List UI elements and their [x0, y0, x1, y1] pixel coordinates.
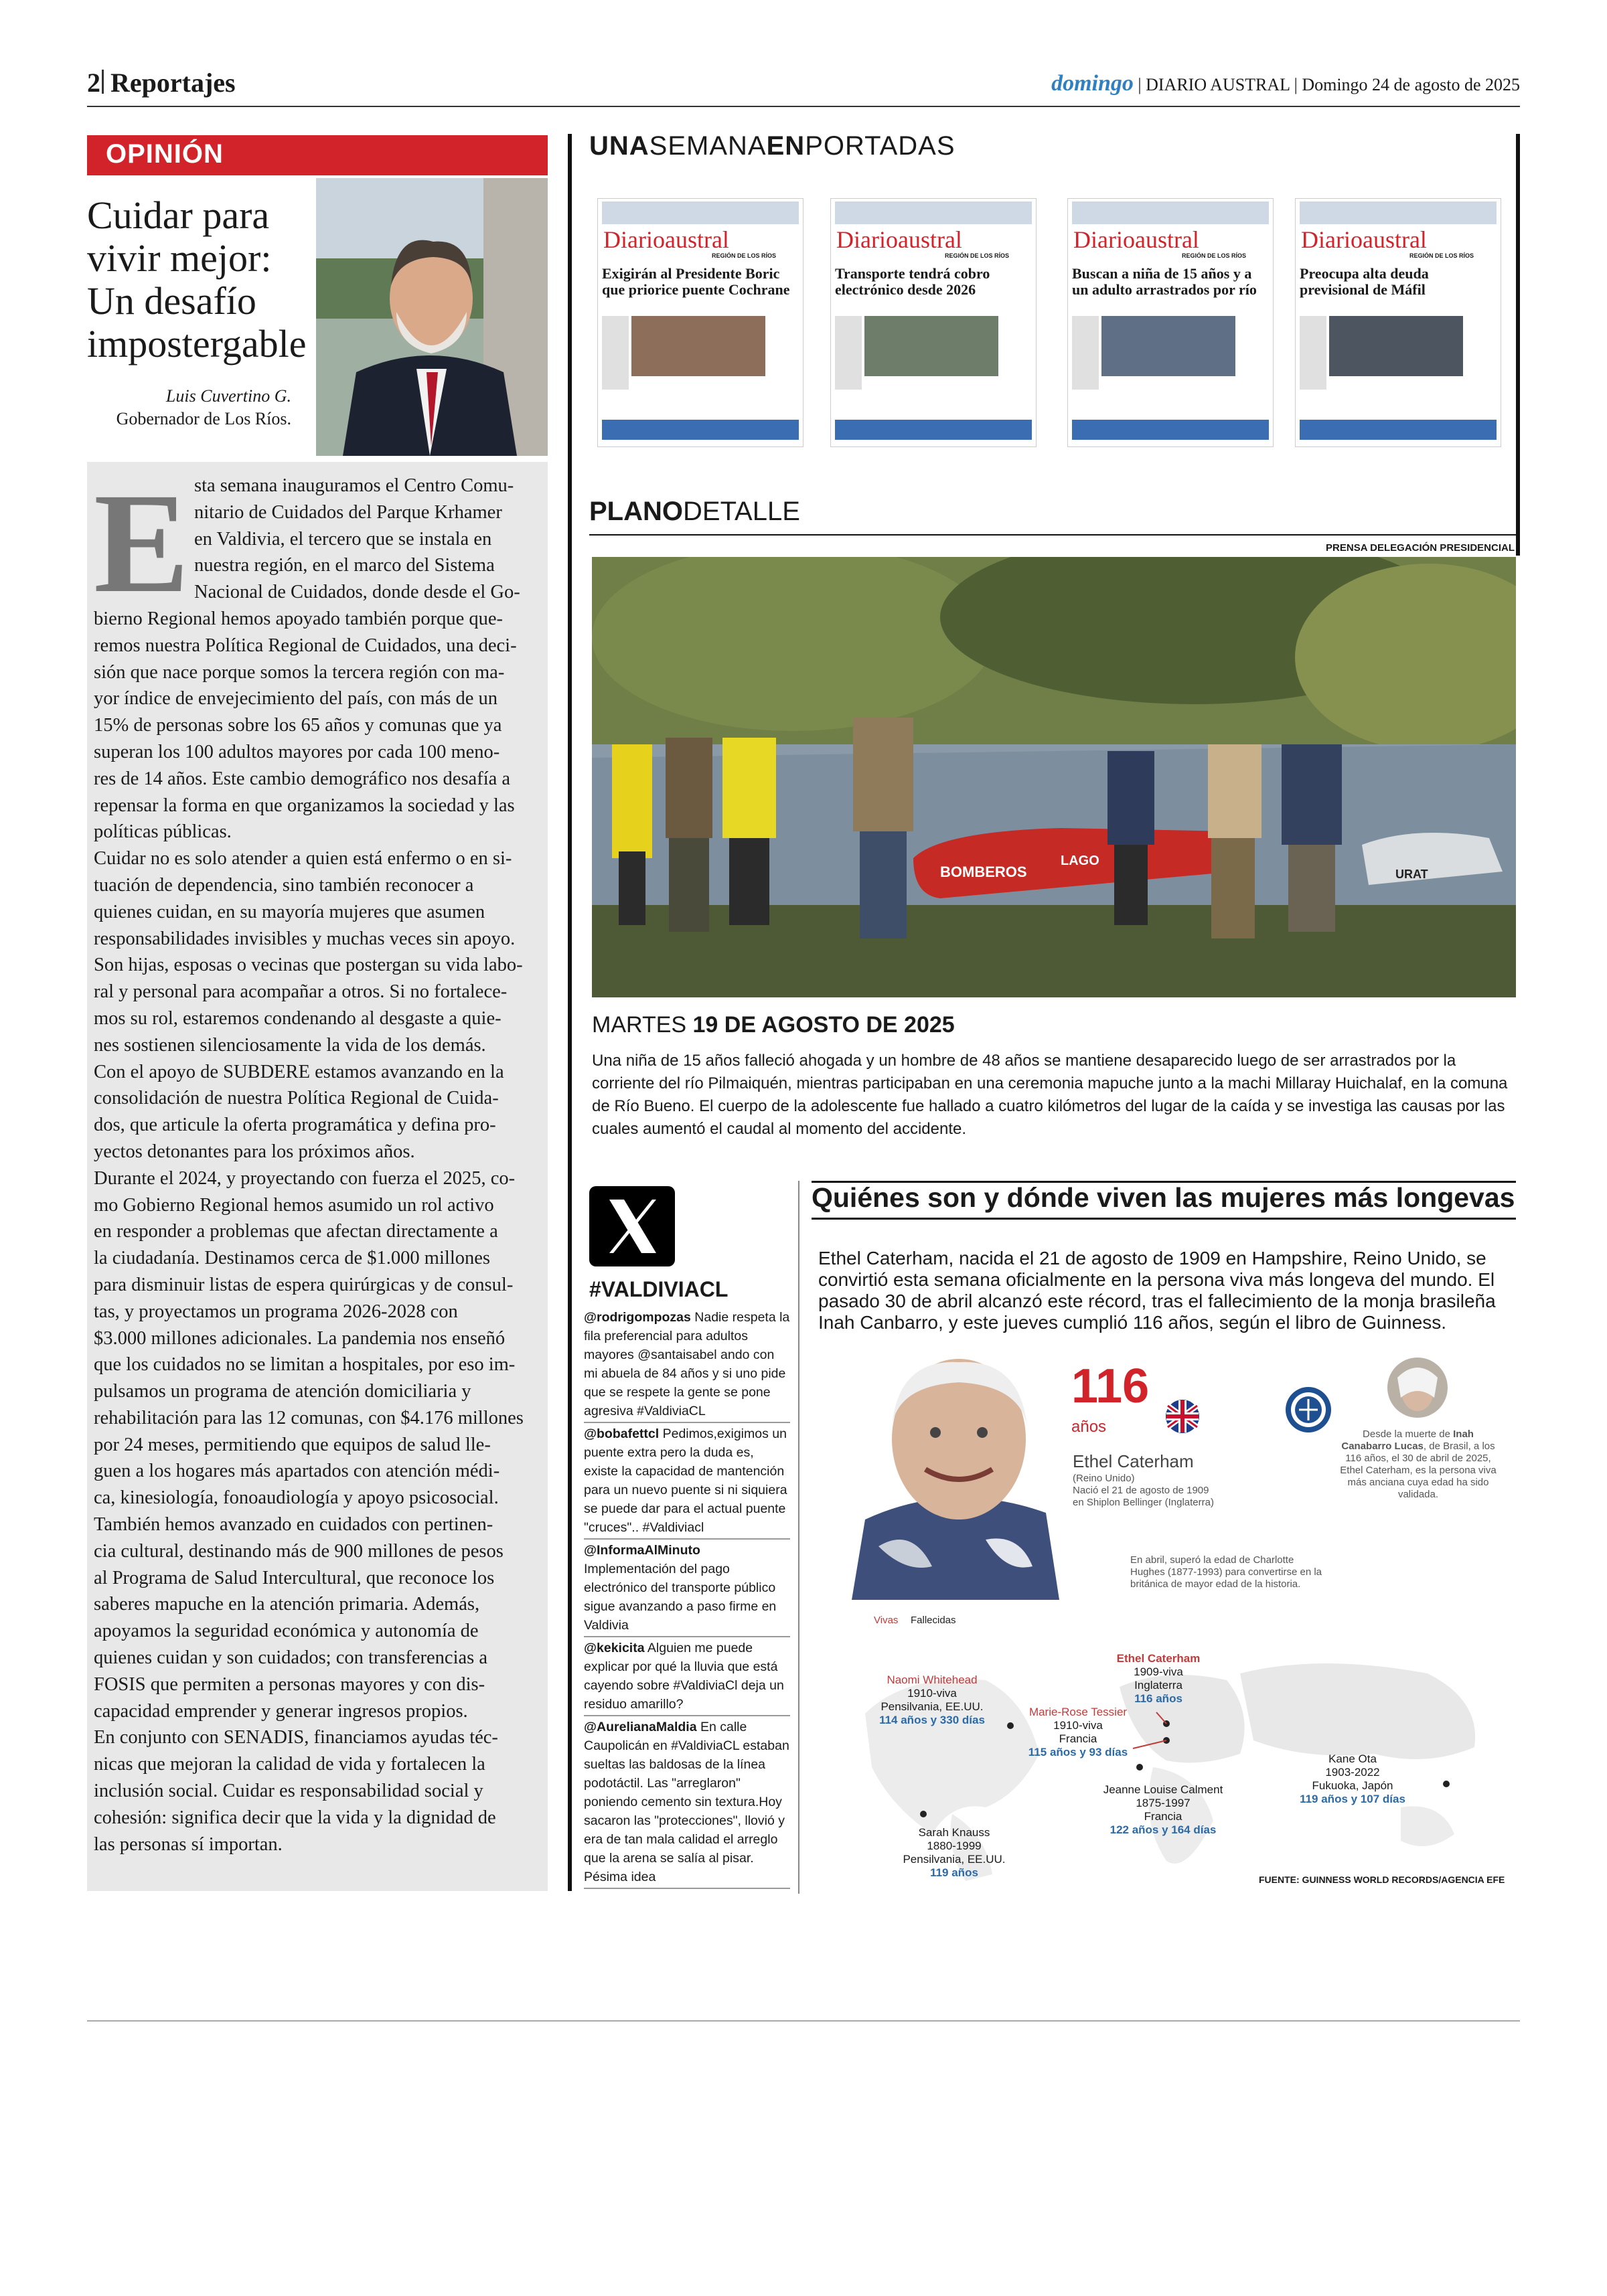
opinion-body — [94, 464, 542, 1858]
brand-domingo: domingo — [1051, 71, 1134, 96]
opinion-line: las personas sí importan. — [94, 1833, 283, 1855]
header-rule — [87, 106, 1520, 107]
header-right: domingo | DIARIO AUSTRAL | Domingo 24 de agosto de 2025 — [1051, 71, 1520, 96]
opinion-line: inclusión social. Cuidar es responsabilidad social y — [94, 1781, 483, 1802]
bottom-rule — [87, 2020, 1520, 2022]
ethel-details: (Reino Unido) Nació el 21 de agosto de 1909 en Shiplon Bellinger (Inglaterra) — [1073, 1473, 1214, 1508]
opinion-line: mos su rol, estaremos condenando al desgaste a quie- — [94, 1007, 502, 1029]
opinion-line: sta semana inauguramos el Centro Comu- — [194, 475, 514, 496]
opinion-line: yor índice de envejecimiento del país, con más de un — [94, 688, 498, 710]
opinion-line: superan los 100 adultos mayores por cada 100 meno- — [94, 741, 500, 762]
opinion-line: nuestra región, en el marco del Sistema — [194, 555, 495, 576]
longevas-intro: Ethel Caterham, nacida el 21 de agosto de 1909 en Hampshire, Reino Unido, se convirtió esta semana oficialmente en la persona viva más longeva del mundo. El pasado 30 de abril alcanzó este récord, tras el fallecimiento de la monja brasileña Inah Canbarro, y este jueves cumplió 116 años, según el libro de Guinness. — [818, 1248, 1496, 1333]
cover-1: Diarioaustral REGIÓN DE LOS RÍOS Exigirán al Presidente Boric que priorice puente Cochrane — [597, 198, 804, 447]
charlotte-note: En abril, superó la edad de Charlotte Hughes (1877-1993) para convertirse en la británica de mayor edad de la historia. — [1130, 1554, 1322, 1590]
page-number: 2 — [87, 68, 100, 98]
opinion-line: apoyamos la seguridad económica y autonomía de — [94, 1621, 479, 1642]
opinion-line: Son hijas, esposas o vecinas que postergan su vida labo- — [94, 955, 523, 976]
portadas-heading: UNASEMANAENPORTADAS — [589, 131, 955, 161]
opinion-line: quienes cuidan, en su mayoría mujeres que asumen — [94, 901, 485, 922]
opinion-line: ca, kinesiología, fonoaudiología y apoyo psicosocial. — [94, 1487, 499, 1509]
opinion-tag — [87, 135, 548, 175]
boat-label-2: LAGO — [1061, 853, 1099, 868]
jetski-label: URAT — [1395, 868, 1428, 881]
tweet: @bobafettcl Pedimos,exigimos un puente extra pero la duda es, existe la capacidad de mantención para un nuevo puente si ni siquiera se puede dar para el actual puente "cruces".. #Valdiviacl — [584, 1424, 790, 1540]
issue-date: Domingo 24 de agosto de 2025 — [1302, 75, 1520, 94]
opinion-line: políticas públicas. — [94, 821, 232, 843]
opinion-line: pulsamos un programa de atención domiciliaria y — [94, 1381, 471, 1402]
age-unit: años — [1071, 1418, 1107, 1436]
plano-rule — [589, 534, 1516, 536]
opinion-line: la ciudadanía. Destinamos cerca de $1.000 millones — [94, 1248, 490, 1269]
person-label: Marie-Rose Tessier 1910-viva Francia 115 años y 93 días — [1028, 1706, 1128, 1758]
opinion-line: En conjunto con SENADIS, financiamos ayudas téc- — [94, 1727, 498, 1748]
cover-headline: Buscan a niña de 15 años y a un adulto arrastrados por río — [1072, 265, 1257, 298]
opinion-line: que los cuidados no se limitan a hospitales, por eso im- — [94, 1354, 516, 1376]
opinion-line: capacidad emprender y generar ingresos propios. — [94, 1700, 468, 1722]
opinion-line: ral y personal para acompañar a otros. Si no fortalece- — [94, 981, 508, 1003]
opinion-line: para disminuir listas de espera quirúrgicas y de consul- — [94, 1274, 514, 1295]
cover-masthead: Diarioaustral — [1301, 226, 1427, 253]
opinion-line: por 24 meses, permitiendo que equipos de salud lle- — [94, 1434, 491, 1455]
drop-cap: E — [94, 464, 189, 623]
tweet: @AurelianaMaldia En calle Caupolicán en #ValdiviaCL estaban sueltas las baldosas de la línea podotáctil. Las "arreglaron" poniendo cemento sin textura.Hoy sacaron las "protecciones", llovió y era de tan mala calidad el arreglo que la arena se salía al pisar. Pésima idea — [584, 1718, 790, 1889]
opinion-line: Durante el 2024, y proyectando con fuerza el 2025, co- — [94, 1167, 516, 1189]
opinion-line: nitario de Cuidados del Parque Krhamer — [194, 501, 502, 523]
opinion-line: al Programa de Salud Intercultural, que reconoce los — [94, 1567, 495, 1588]
opinion-line: También hemos avanzado en cuidados con pertinen- — [94, 1514, 493, 1536]
legend-dead: Fallecidas — [911, 1615, 956, 1626]
opinion-line: cia cultural, destinando más de 900 millones de pesos — [94, 1540, 504, 1562]
inah-note: Desde la muerte de Inah Canabarro Lucas, de Brasil, a los 116 años, el 30 de abril de 2025, Ethel Caterham, es la persona viva más anciana cuya edad ha sido validada. — [1340, 1428, 1497, 1500]
right-bar — [1516, 134, 1520, 556]
ethel-name: Ethel Caterham — [1073, 1451, 1194, 1471]
opinion-line: rehabilitación para las 12 comunas, con $4.176 millones — [94, 1407, 524, 1428]
plano-caption: Una niña de 15 años falleció ahogada y un hombre de 48 años se mantiene desaparecido luego de ser arrastrados por la corriente del río Pilmaiquén, mientras participaban en una ceremonia mapuche junto a la machi Millaray Huichalaf, en la comuna de Río Bueno. El cuerpo de la adolescente fue hallado a cuatro kilómetros del lugar de la caída y se investiga las causas por las cuales aumentó el caudal al momento del accidente. — [592, 1052, 1508, 1138]
cover-headline: Exigirán al Presidente Boric que priorice puente Cochrane — [602, 265, 790, 298]
opinion-line: 15% de personas sobre los 65 años y comunas que ya — [94, 715, 502, 736]
person-label: Naomi Whitehead 1910-viva Pensilvania, EE.UU. 114 años y 330 días — [879, 1673, 985, 1726]
cover-3: Diarioaustral REGIÓN DE LOS RÍOS Buscan a niña de 15 años y a un adulto arrastrados por río — [1067, 198, 1274, 447]
opinion-line: bierno Regional hemos apoyado también porque que- — [94, 608, 503, 629]
author-role: Gobernador de Los Ríos. — [116, 409, 291, 428]
header-divider — [102, 70, 104, 94]
boat-label: BOMBEROS — [940, 864, 1027, 880]
opinion-line: responsabilidades invisibles y muchas veces sin apoyo. — [94, 928, 516, 949]
column-divider — [568, 134, 572, 1891]
opinion-line: sión que nace porque somos la tercera región con ma- — [94, 661, 505, 683]
inah-portrait — [1387, 1358, 1448, 1418]
legend-alive: Vivas — [874, 1615, 899, 1626]
author-name: Luis Cuvertino G. — [165, 386, 291, 406]
opinion-line: Cuidar no es solo atender a quien está enfermo o en si- — [94, 848, 512, 870]
plano-heading: PLANODETALLE — [589, 497, 800, 526]
opinion-line: saberes mapuche en la atención primaria. Además, — [94, 1594, 480, 1615]
opinion-line: $3.000 millones adicionales. La pandemia nos enseñó — [94, 1327, 506, 1349]
x-logo-icon — [589, 1186, 675, 1266]
plano-date: MARTES 19 DE AGOSTO DE 2025 — [592, 1012, 955, 1038]
author-photo — [316, 178, 548, 456]
opinion-line: en responder a problemas que afectan directamente a — [94, 1221, 498, 1242]
tweet: @InformaAlMinuto Implementación del pago electrónico del transporte público sigue avanzando a paso firme en Valdivia — [584, 1541, 790, 1637]
age-number: 116 — [1071, 1360, 1150, 1413]
cover-headline: Transporte tendrá cobro electrónico desde 2026 — [835, 265, 990, 298]
cover-masthead: Diarioaustral — [836, 226, 962, 253]
longevas-title: Quiénes son y dónde viven las mujeres más longevas — [812, 1182, 1516, 1220]
opinion-line: remos nuestra Política Regional de Cuidados, una deci- — [94, 635, 517, 656]
opinion-line: mo Gobierno Regional hemos asumido un rol activo — [94, 1194, 494, 1216]
opinion-line: nicas que mejoran la calidad de vida y fortalecen la — [94, 1754, 485, 1775]
guinness-seal-icon — [1284, 1386, 1332, 1434]
x-hashtag: #VALDIVIACL — [589, 1277, 729, 1301]
opinion-line: repensar la forma en que organizamos la sociedad y las — [94, 795, 515, 816]
opinion-line: en Valdivia, el tercero que se instala en — [194, 528, 492, 550]
opinion-line: Con el apoyo de SUBDERE estamos avanzando en la — [94, 1061, 504, 1082]
opinion-title: Cuidar para vivir mejor: Un desafío impostergable — [87, 193, 307, 365]
person-label: Jeanne Louise Calment 1875-1997 Francia 122 años y 164 días — [1103, 1783, 1223, 1836]
cover-headline: Preocupa alta deuda previsional de Máfil — [1300, 265, 1429, 298]
person-label: Ethel Caterham 1909-viva Inglaterra 116 años — [1116, 1652, 1201, 1705]
opinion-line: res de 14 años. Este cambio demográfico nos desafía a — [94, 768, 511, 789]
opinion-line: quienes cuidan y son cuidados; con transferencias a — [94, 1647, 488, 1669]
opinion-tag-label: OPINIÓN — [106, 139, 224, 169]
opinion-line: tuación de dependencia, sino también reconocer a — [94, 874, 474, 896]
ethel-portrait — [852, 1345, 1059, 1600]
river-photo — [592, 557, 1516, 997]
section-name: Reportajes — [110, 68, 236, 98]
person-label: Sarah Knauss 1880-1999 Pensilvania, EE.UU. 119 años — [903, 1826, 1006, 1879]
opinion-line: guen a los hogares más apartados con atención médi- — [94, 1461, 500, 1482]
graphic-source: FUENTE: GUINNESS WORLD RECORDS/AGENCIA EFE — [1259, 1874, 1505, 1885]
person-label: Kane Ota 1903-2022 Fukuoka, Japón 119 años y 107 días — [1300, 1752, 1405, 1805]
paper-name: DIARIO AUSTRAL — [1146, 75, 1290, 94]
cover-masthead: Diarioaustral — [1073, 226, 1199, 253]
opinion-line: tas, y proyectamos un programa 2026-2028 con — [94, 1301, 458, 1322]
tweet: @rodrigompozas Nadie respeta la fila preferencial para adultos mayores @santaisabel ando con mi abuela de 84 años y si uno pide que se respete la gente se pone agresiva #ValdiviaCL — [584, 1308, 790, 1423]
opinion-line: nes sostienen silenciosamente la vida de los demás. — [94, 1034, 486, 1056]
cover-masthead: Diarioaustral — [603, 226, 729, 253]
x-feed — [584, 1308, 790, 1890]
x-divider — [798, 1181, 799, 1894]
opinion-line: FOSIS que permiten a personas mayores y con dis- — [94, 1673, 485, 1695]
cover-4: Diarioaustral REGIÓN DE LOS RÍOS Preocupa alta deuda previsional de Máfil — [1295, 198, 1501, 447]
opinion-author — [87, 385, 291, 430]
opinion-line: consolidación de nuestra Política Regional de Cuida- — [94, 1088, 499, 1109]
photo-credit: PRENSA DELEGACIÓN PRESIDENCIAL — [1326, 542, 1515, 554]
opinion-line: Nacional de Cuidados, donde desde el Go- — [194, 582, 520, 603]
opinion-line: cohesión: significa decir que la vida y la dignidad de — [94, 1807, 496, 1828]
opinion-line: yectos detonantes para los próximos años. — [94, 1141, 415, 1162]
cover-2: Diarioaustral REGIÓN DE LOS RÍOS Transporte tendrá cobro electrónico desde 2026 — [830, 198, 1037, 447]
uk-flag-icon — [1165, 1399, 1200, 1434]
opinion-line: dos, que articule la oferta programática y defina pro- — [94, 1115, 496, 1136]
tweet: @kekicita Alguien me puede explicar por qué la lluvia que está cayendo sobre #ValdiviaCl deja un residuo amarillo? — [584, 1639, 790, 1716]
